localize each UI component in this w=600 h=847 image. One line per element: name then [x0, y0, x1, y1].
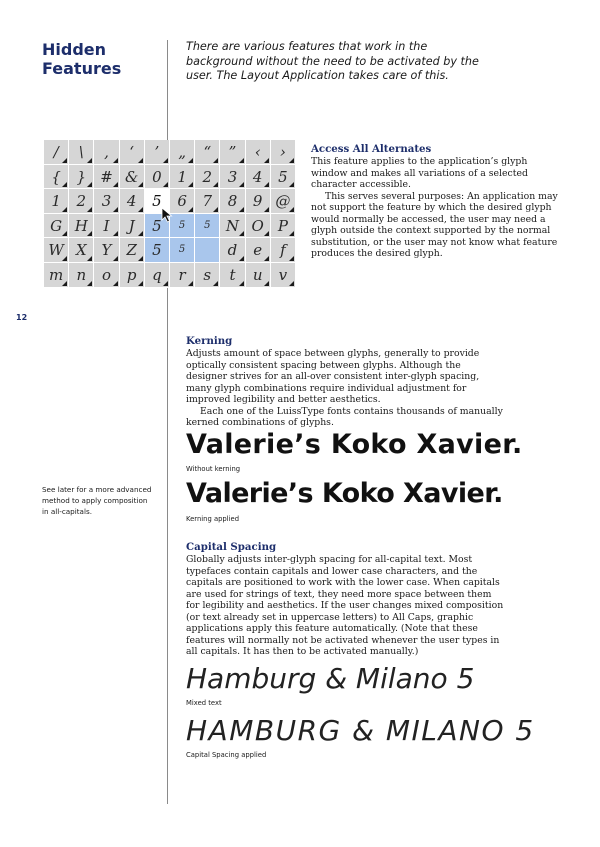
- glyph-cell[interactable]: [195, 214, 220, 239]
- alternates-indicator-icon: [138, 207, 143, 212]
- glyph-char: 9: [252, 192, 263, 211]
- side-note: See later for a more advanced method to apply composition in all-capitals.: [42, 485, 152, 516]
- alternates-indicator-icon: [239, 207, 244, 212]
- glyph-cell[interactable]: [246, 238, 271, 263]
- alternates-indicator-icon: [62, 207, 67, 212]
- alternates-indicator-icon: [62, 231, 67, 236]
- glyph-char: 4: [252, 167, 263, 186]
- glyph-char: Y: [101, 241, 112, 260]
- sample-capital-spacing: HAMBURG & MILANO 5: [186, 714, 535, 747]
- glyph-char: }: [76, 167, 87, 186]
- glyph-char: 5: [178, 219, 186, 231]
- glyph-char: Z: [126, 241, 137, 260]
- glyph-char: P: [277, 216, 288, 235]
- kerning-paragraph-2: Each one of the LuissType fonts contains thousands of manually kerned combinations of glyphs.: [186, 405, 503, 428]
- glyph-cell[interactable]: [220, 214, 245, 239]
- glyph-char: f: [280, 241, 286, 260]
- glyph-char: 2: [202, 167, 213, 186]
- glyph-cell[interactable]: [170, 238, 195, 263]
- glyph-cell[interactable]: [120, 165, 145, 190]
- glyph-cell[interactable]: [120, 238, 145, 263]
- glyph-cell[interactable]: [271, 238, 296, 263]
- glyph-cell[interactable]: [220, 238, 245, 263]
- glyph-cell[interactable]: [246, 189, 271, 214]
- glyph-char: ›: [279, 143, 286, 161]
- glyph-char: 5: [204, 219, 211, 231]
- glyph-cell[interactable]: [69, 238, 94, 263]
- glyph-cell[interactable]: [69, 189, 94, 214]
- glyph-char: &: [125, 167, 139, 186]
- glyph-char: s: [203, 266, 212, 284]
- section-title-line1: Hidden: [42, 40, 107, 59]
- alternates-indicator-icon: [113, 231, 118, 236]
- alternates-indicator-icon: [188, 207, 193, 212]
- alternates-paragraph-1: This feature applies to the application’s glyph window and makes all variations of a selected character accessible.: [311, 156, 528, 190]
- alternates-indicator-icon: [113, 182, 118, 187]
- glyph-cell[interactable]: [44, 214, 69, 239]
- glyph-cell[interactable]: [170, 189, 195, 214]
- alternates-indicator-icon: [163, 182, 168, 187]
- glyph-cell[interactable]: [271, 189, 296, 214]
- section-title: [42, 40, 152, 78]
- glyph-char: I: [103, 216, 110, 235]
- alternates-indicator-icon: [138, 281, 143, 286]
- glyph-char: 3: [101, 192, 112, 211]
- glyph-cell[interactable]: [120, 189, 145, 214]
- glyph-cell[interactable]: [220, 263, 245, 288]
- glyph-cell[interactable]: [220, 140, 245, 165]
- capital-spacing-paragraph: Globally adjusts inter-glyph spacing for all-capital text. Most typefaces contain capitals and lower case characters, and the capitals are positioned to work with the lower case. When capitals are used for strings of text, they need more space between them for legibility and aesthetics. If the user changes mixed composition (or text already set in uppercase letters) to All Caps, graphic applications apply this feature automatically. (Note that these features will normally not be activated whenever the user types in all capitals. It has then to be activated manually.): [186, 554, 504, 657]
- glyph-char: „: [178, 143, 186, 161]
- alternates-indicator-icon: [138, 256, 143, 261]
- glyph-cell[interactable]: [69, 263, 94, 288]
- glyph-char: G: [50, 216, 63, 235]
- glyph-cell[interactable]: [94, 165, 119, 190]
- glyph-char: 6: [177, 192, 187, 211]
- glyph-cell[interactable]: [145, 263, 170, 288]
- glyph-char: u: [252, 266, 263, 284]
- glyph-char: v: [278, 266, 288, 284]
- glyph-cell[interactable]: [195, 140, 220, 165]
- glyph-char: #: [100, 167, 113, 186]
- glyph-char: m: [48, 266, 64, 284]
- glyph-cell[interactable]: [145, 165, 170, 190]
- section-title-line2: Features: [42, 59, 122, 78]
- glyph-cell[interactable]: [195, 263, 220, 288]
- alternates-indicator-icon: [213, 207, 218, 212]
- alternates-indicator-icon: [138, 158, 143, 163]
- alternates-indicator-icon: [188, 182, 193, 187]
- alternates-indicator-icon: [264, 158, 269, 163]
- caption-without-kerning: Without kerning: [186, 465, 241, 473]
- sample-mixed-text: Hamburg & Milano 5: [186, 662, 475, 695]
- glyph-cell[interactable]: [69, 165, 94, 190]
- alternates-indicator-icon: [213, 182, 218, 187]
- glyph-cell[interactable]: [271, 165, 296, 190]
- glyph-char: \: [78, 143, 84, 161]
- glyph-char: 5: [152, 216, 162, 235]
- alternates-indicator-icon: [113, 207, 118, 212]
- glyph-char: “: [203, 143, 212, 161]
- glyph-char: ”: [228, 143, 237, 161]
- glyph-cell[interactable]: [44, 189, 69, 214]
- alternates-indicator-icon: [239, 158, 244, 163]
- glyph-char: 1: [177, 167, 187, 186]
- alternates-indicator-icon: [87, 207, 92, 212]
- alternates-indicator-icon: [239, 256, 244, 261]
- alternates-indicator-icon: [289, 281, 294, 286]
- glyph-cell[interactable]: [120, 214, 145, 239]
- glyph-cell[interactable]: [220, 189, 245, 214]
- capital-spacing-body: [186, 554, 506, 658]
- alternates-indicator-icon: [113, 158, 118, 163]
- glyph-cell[interactable]: [44, 263, 69, 288]
- glyph-char: ‹: [254, 143, 261, 161]
- alternates-indicator-icon: [138, 231, 143, 236]
- alternates-indicator-icon: [239, 231, 244, 236]
- glyph-cell[interactable]: [145, 140, 170, 165]
- caption-capital-spacing: Capital Spacing applied: [186, 751, 267, 759]
- alternates-indicator-icon: [289, 256, 294, 261]
- glyph-char: 0: [152, 167, 162, 186]
- alternates-indicator-icon: [62, 256, 67, 261]
- glyph-cell[interactable]: [69, 214, 94, 239]
- glyph-char: /: [53, 143, 59, 161]
- glyph-char: 2: [76, 192, 87, 211]
- glyph-char: @: [275, 192, 291, 211]
- glyph-cell[interactable]: [246, 140, 271, 165]
- glyph-char: n: [76, 266, 87, 284]
- alternates-indicator-icon: [213, 281, 218, 286]
- alternates-indicator-icon: [62, 158, 67, 163]
- glyph-char: d: [227, 241, 238, 260]
- glyph-char: O: [251, 216, 264, 235]
- alternates-indicator-icon: [289, 207, 294, 212]
- glyph-cell[interactable]: [271, 140, 296, 165]
- glyph-cell[interactable]: [94, 263, 119, 288]
- capital-spacing-heading: Capital Spacing: [186, 541, 277, 553]
- glyph-cell[interactable]: [271, 214, 296, 239]
- alternates-indicator-icon: [188, 158, 193, 163]
- glyph-cell[interactable]: [69, 140, 94, 165]
- alternates-indicator-icon: [264, 207, 269, 212]
- alternates-body: [311, 156, 559, 260]
- glyph-char: ‘: [129, 143, 135, 161]
- alternates-indicator-icon: [62, 281, 67, 286]
- alternates-indicator-icon: [138, 182, 143, 187]
- caption-mixed-text: Mixed text: [186, 699, 222, 707]
- glyph-cell[interactable]: [120, 263, 145, 288]
- glyph-cell[interactable]: [220, 165, 245, 190]
- alternates-indicator-icon: [264, 256, 269, 261]
- glyph-cell[interactable]: [195, 189, 220, 214]
- glyph-cell[interactable]: [94, 238, 119, 263]
- alternates-indicator-icon: [163, 158, 168, 163]
- alternates-indicator-icon: [87, 281, 92, 286]
- alternates-indicator-icon: [239, 281, 244, 286]
- alternates-indicator-icon: [264, 281, 269, 286]
- glyph-cell[interactable]: [170, 214, 195, 239]
- kerning-sample-without: Valerie’s Koko Xavier.: [186, 429, 523, 460]
- glyph-cell[interactable]: [246, 214, 271, 239]
- glyph-char: o: [101, 266, 111, 284]
- glyph-cell[interactable]: [94, 140, 119, 165]
- glyph-char: 1: [51, 192, 61, 211]
- glyph-char: 3: [227, 167, 238, 186]
- alternates-indicator-icon: [62, 182, 67, 187]
- glyph-cell[interactable]: [195, 165, 220, 190]
- glyph-char: 7: [202, 192, 213, 211]
- glyph-cell[interactable]: [44, 238, 69, 263]
- glyph-char: t: [229, 266, 236, 284]
- alternates-heading: Access All Alternates: [311, 143, 432, 155]
- glyph-char: ,: [104, 143, 109, 161]
- alternates-indicator-icon: [188, 281, 193, 286]
- glyph-cell[interactable]: [246, 165, 271, 190]
- alternates-indicator-icon: [113, 281, 118, 286]
- page-number: 12: [16, 313, 28, 322]
- glyph-char: q: [152, 266, 162, 284]
- alternates-paragraph-2: This serves several purposes: An application may not support the feature by which the desired glyph would normally be accessed, the user may need a glyph outside the context supported by the normal substitution, or the user may not know what feature produces the desired glyph.: [311, 190, 558, 259]
- glyph-char: p: [126, 266, 137, 284]
- glyph-cell[interactable]: [145, 238, 170, 263]
- glyph-cell[interactable]: [246, 263, 271, 288]
- intro-text: There are various features that work in the background without the need to be activated by the user. The Layout Application takes care of this.: [186, 40, 479, 82]
- kerning-sample-applied: Valerie’s Koko Xavier.: [186, 478, 503, 509]
- alternates-indicator-icon: [113, 256, 118, 261]
- glyph-char: 8: [227, 192, 238, 211]
- glyph-char: r: [178, 266, 186, 284]
- alternates-indicator-icon: [163, 281, 168, 286]
- kerning-paragraph-1: Adjusts amount of space between glyphs, generally to provide optically consistent spacing between glyphs. Although the designer strives for an all-over consistent inter-glyph spacing, many glyph combinations require individual adjustment for improved legibility and better aesthetics.: [186, 348, 480, 405]
- alternates-indicator-icon: [87, 256, 92, 261]
- alternates-indicator-icon: [264, 231, 269, 236]
- glyph-cell[interactable]: [94, 189, 119, 214]
- glyph-char: 5: [178, 244, 186, 256]
- glyph-cell[interactable]: [44, 165, 69, 190]
- caption-kerning-applied: Kerning applied: [186, 515, 240, 523]
- kerning-body: [186, 348, 504, 429]
- alternates-indicator-icon: [289, 158, 294, 163]
- kerning-heading: Kerning: [186, 335, 233, 347]
- alternates-indicator-icon: [87, 158, 92, 163]
- glyph-char: ’: [154, 143, 160, 161]
- glyph-cell[interactable]: [94, 214, 119, 239]
- glyph-char: 5: [152, 241, 162, 260]
- glyph-cell[interactable]: [44, 140, 69, 165]
- alternates-indicator-icon: [87, 231, 92, 236]
- alternates-indicator-icon: [87, 182, 92, 187]
- glyph-char: N: [225, 216, 240, 235]
- glyph-char: H: [74, 216, 88, 235]
- glyph-cell[interactable]: [170, 165, 195, 190]
- mouse-pointer-icon: [161, 207, 173, 223]
- glyph-cell[interactable]: [170, 140, 195, 165]
- glyph-char: X: [75, 241, 87, 260]
- glyph-char: 5: [152, 192, 162, 211]
- glyph-char: J: [128, 216, 135, 235]
- alternates-indicator-icon: [264, 182, 269, 187]
- glyph-cell[interactable]: [195, 238, 220, 263]
- alternates-indicator-icon: [239, 182, 244, 187]
- alternates-indicator-icon: [213, 158, 218, 163]
- alternates-indicator-icon: [289, 182, 294, 187]
- alternates-indicator-icon: [289, 231, 294, 236]
- glyph-char: e: [253, 241, 263, 260]
- glyph-cell[interactable]: [170, 263, 195, 288]
- glyph-cell[interactable]: [271, 263, 296, 288]
- glyph-char: W: [48, 241, 64, 260]
- glyph-char: {: [51, 167, 61, 186]
- glyph-char: 5: [278, 167, 288, 186]
- glyph-cell[interactable]: [120, 140, 145, 165]
- glyph-char: 4: [126, 192, 137, 211]
